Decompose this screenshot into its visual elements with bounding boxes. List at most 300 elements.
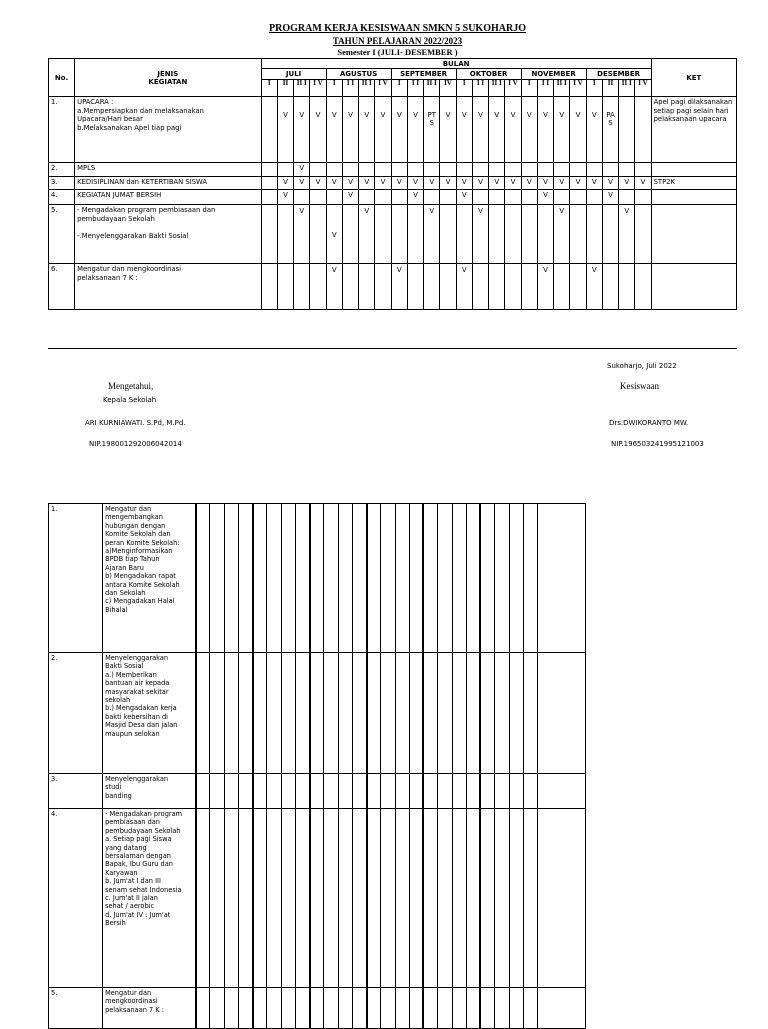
schedule-cell bbox=[253, 504, 267, 653]
schedule-mark-value: V bbox=[559, 207, 565, 215]
activity-line: Menyelenggarakan bbox=[105, 654, 169, 662]
activity-line: Bakti Sosial bbox=[105, 662, 144, 671]
schedule-mark-value bbox=[538, 207, 553, 231]
schedule-mark bbox=[570, 163, 586, 177]
schedule-cell bbox=[338, 809, 352, 988]
schedule-cell bbox=[253, 774, 267, 809]
schedule-mark-value bbox=[294, 215, 309, 239]
schedule-mark-value bbox=[278, 207, 293, 231]
schedule-cell bbox=[310, 988, 324, 1029]
schedule-mark bbox=[537, 190, 553, 205]
activity-line: c. Jum'at II jalan bbox=[105, 894, 158, 903]
schedule-cell bbox=[395, 504, 409, 653]
schedule-mark-value: V bbox=[559, 178, 565, 186]
schedule-cell bbox=[267, 504, 281, 653]
schedule-mark-value: V bbox=[543, 191, 548, 199]
schedule-cell bbox=[509, 774, 523, 809]
schedule-mark-value: V bbox=[559, 111, 565, 119]
week-header: I V bbox=[375, 80, 391, 97]
schedule-mark-value bbox=[508, 264, 517, 266]
schedule-cell bbox=[196, 774, 210, 809]
schedule-cell bbox=[537, 809, 585, 988]
schedule-mark-value bbox=[440, 207, 455, 231]
schedule-mark-value bbox=[525, 264, 534, 266]
schedule-mark bbox=[277, 190, 293, 205]
week-header: I V bbox=[310, 80, 326, 97]
schedule-mark bbox=[359, 205, 375, 264]
activity-cell bbox=[75, 97, 261, 163]
schedule-mark bbox=[472, 205, 488, 264]
schedule-mark bbox=[359, 163, 375, 177]
schedule-mark-value bbox=[297, 264, 306, 266]
activity-line: Karyawan bbox=[105, 868, 138, 877]
activity-line: Komite Sekolah dan bbox=[105, 530, 171, 539]
schedule-cell bbox=[281, 774, 295, 809]
schedule-cell bbox=[423, 809, 437, 988]
row-number: 5. bbox=[49, 205, 75, 264]
row-number: 6. bbox=[49, 264, 75, 310]
schedule-mark bbox=[537, 163, 553, 177]
schedule-cell bbox=[409, 809, 423, 988]
activity-line: yang datang bbox=[105, 843, 147, 852]
schedule-mark bbox=[586, 205, 602, 264]
schedule-mark-value bbox=[570, 207, 585, 231]
schedule-mark-value: V bbox=[283, 178, 288, 186]
activity-line: KEDISIPLINAN dan KETERTIBAN SISWA bbox=[77, 178, 208, 186]
schedule-cell bbox=[310, 774, 324, 809]
week-header: II I bbox=[619, 80, 635, 97]
schedule-cell bbox=[438, 504, 452, 653]
week-header: II I bbox=[424, 80, 440, 97]
schedule-mark-value: V bbox=[640, 178, 646, 186]
schedule-cell bbox=[466, 809, 480, 988]
activity-line bbox=[77, 223, 258, 232]
schedule-mark-value bbox=[265, 163, 274, 164]
schedule-cell bbox=[537, 653, 585, 774]
schedule-mark-value: V bbox=[478, 111, 483, 119]
activity-line: a. Setiap pagi Siswa bbox=[105, 835, 172, 844]
schedule-mark-value bbox=[395, 190, 404, 191]
schedule-mark-value: V bbox=[364, 111, 370, 119]
schedule-mark-value: V bbox=[608, 191, 613, 199]
schedule-mark bbox=[375, 97, 391, 163]
schedule-mark-value bbox=[638, 163, 647, 164]
schedule-mark-value bbox=[313, 264, 322, 266]
schedule-mark-value: V bbox=[526, 111, 532, 119]
activity-line: a.Mempersiapkan dan melaksanakan bbox=[77, 106, 204, 115]
program-table-continued bbox=[48, 503, 586, 1029]
schedule-mark-value bbox=[346, 163, 355, 164]
schedule-mark bbox=[391, 190, 407, 205]
schedule-cell bbox=[324, 504, 338, 653]
schedule-mark-value: V bbox=[299, 164, 305, 172]
activity-cell bbox=[103, 988, 196, 1029]
schedule-mark-value: V bbox=[494, 178, 500, 186]
schedule-cell bbox=[224, 988, 238, 1029]
schedule-mark bbox=[456, 97, 472, 163]
schedule-mark-value: V bbox=[299, 207, 305, 215]
section-divider bbox=[48, 348, 737, 349]
schedule-mark-value bbox=[265, 190, 274, 191]
schedule-cell bbox=[224, 809, 238, 988]
schedule-cell bbox=[480, 653, 494, 774]
schedule-mark-value bbox=[557, 264, 566, 266]
schedule-cell bbox=[310, 653, 324, 774]
schedule-cell bbox=[409, 653, 423, 774]
schedule-mark-value bbox=[557, 163, 566, 164]
schedule-mark bbox=[294, 205, 310, 264]
schedule-mark bbox=[342, 163, 358, 177]
schedule-mark-value: V bbox=[364, 178, 370, 186]
schedule-mark-value: V bbox=[429, 207, 435, 215]
activity-line: pelaksanaan 7 K : bbox=[77, 273, 138, 282]
schedule-mark bbox=[359, 190, 375, 205]
schedule-mark bbox=[407, 97, 423, 163]
document-title: PROGRAM KERJA KESISWAAN SMKN 5 SUKOHARJO bbox=[269, 23, 526, 34]
schedule-cell bbox=[196, 988, 210, 1029]
schedule-cell bbox=[509, 809, 523, 988]
activity-line: Mengatur dan bbox=[105, 989, 152, 997]
schedule-mark bbox=[342, 97, 358, 163]
schedule-mark bbox=[294, 264, 310, 310]
row-number: 1. bbox=[49, 97, 75, 163]
schedule-mark-value: V bbox=[348, 178, 353, 186]
schedule-mark bbox=[554, 205, 570, 264]
schedule-mark-value bbox=[313, 163, 322, 164]
table-row bbox=[49, 177, 737, 190]
schedule-mark-value bbox=[541, 163, 550, 164]
week-header: I V bbox=[570, 80, 586, 97]
schedule-cell bbox=[338, 774, 352, 809]
row-number: 2. bbox=[49, 163, 75, 177]
schedule-mark bbox=[375, 205, 391, 264]
schedule-cell bbox=[296, 809, 310, 988]
week-header: II bbox=[277, 80, 293, 97]
schedule-mark bbox=[391, 163, 407, 177]
schedule-mark bbox=[489, 205, 505, 264]
activity-cell bbox=[103, 809, 196, 988]
schedule-mark-value bbox=[573, 190, 582, 191]
schedule-mark bbox=[407, 205, 423, 264]
schedule-mark-value bbox=[492, 264, 501, 266]
schedule-cell bbox=[367, 809, 381, 988]
activity-line: sehat / aerobic bbox=[105, 902, 155, 911]
program-table bbox=[48, 58, 737, 310]
schedule-mark bbox=[375, 177, 391, 190]
activity-cell bbox=[103, 504, 196, 653]
schedule-mark-value bbox=[606, 163, 615, 164]
schedule-mark-value: V bbox=[283, 111, 288, 119]
schedule-mark-value bbox=[378, 190, 387, 191]
activity-line: Bapak, Ibu Guru dan bbox=[105, 860, 173, 869]
schedule-cell bbox=[338, 504, 352, 653]
schedule-mark bbox=[456, 205, 472, 264]
schedule-cell bbox=[438, 653, 452, 774]
schedule-mark bbox=[635, 205, 651, 264]
col-jenis-line1: JENIS bbox=[157, 69, 179, 78]
schedule-mark-value: V bbox=[624, 178, 630, 186]
schedule-mark bbox=[602, 177, 618, 190]
schedule-mark bbox=[489, 177, 505, 190]
row-number: 3. bbox=[49, 774, 103, 809]
schedule-mark-value: V bbox=[299, 111, 305, 119]
row-number: 2. bbox=[49, 653, 103, 774]
schedule-cell bbox=[452, 809, 466, 988]
schedule-cell bbox=[395, 988, 409, 1029]
activity-line: d. Jum'at IV : Jum'at bbox=[105, 910, 171, 919]
schedule-mark bbox=[261, 205, 277, 264]
schedule-cell bbox=[480, 988, 494, 1029]
schedule-mark bbox=[619, 264, 635, 310]
schedule-mark-value: V bbox=[348, 111, 353, 119]
schedule-mark bbox=[391, 264, 407, 310]
week-header: II I bbox=[359, 80, 375, 97]
schedule-mark-value bbox=[392, 207, 407, 231]
activity-line: sekolah bbox=[105, 696, 131, 705]
schedule-cell bbox=[353, 988, 367, 1029]
schedule-mark bbox=[391, 205, 407, 264]
schedule-mark-value bbox=[476, 190, 485, 191]
schedule-mark bbox=[554, 190, 570, 205]
activity-line: mengkoordinasi bbox=[105, 997, 158, 1006]
schedule-cell bbox=[239, 504, 253, 653]
schedule-cell bbox=[310, 809, 324, 988]
schedule-mark bbox=[440, 163, 456, 177]
schedule-cell bbox=[224, 504, 238, 653]
schedule-mark bbox=[472, 264, 488, 310]
table-row bbox=[49, 264, 737, 310]
schedule-mark-value: V bbox=[445, 111, 451, 119]
schedule-cell bbox=[523, 809, 537, 988]
schedule-cell bbox=[253, 809, 267, 988]
schedule-cell bbox=[423, 988, 437, 1029]
activity-line: bantuan air kepada bbox=[105, 679, 170, 688]
schedule-cell bbox=[537, 988, 585, 1029]
schedule-mark-value: V bbox=[348, 191, 353, 199]
activity-line: dan Sekolah bbox=[105, 589, 146, 598]
schedule-mark-value: V bbox=[575, 111, 581, 119]
schedule-mark-value bbox=[492, 163, 501, 164]
schedule-cell bbox=[466, 988, 480, 1029]
schedule-mark bbox=[407, 163, 423, 177]
schedule-cell bbox=[296, 653, 310, 774]
schedule-cell bbox=[495, 774, 509, 809]
schedule-cell bbox=[438, 809, 452, 988]
schedule-mark-value: V bbox=[478, 207, 483, 215]
schedule-mark-value: V bbox=[591, 266, 597, 274]
row-number: 1. bbox=[49, 504, 103, 653]
schedule-mark bbox=[440, 190, 456, 205]
schedule-mark bbox=[424, 163, 440, 177]
schedule-mark-value bbox=[313, 190, 322, 191]
schedule-mark-value bbox=[587, 207, 602, 231]
schedule-mark bbox=[261, 163, 277, 177]
acknowledged-label: Mengetahui, bbox=[108, 381, 154, 391]
schedule-cell bbox=[210, 809, 224, 988]
schedule-mark bbox=[586, 264, 602, 310]
schedule-mark-value: V bbox=[526, 178, 532, 186]
schedule-mark-value bbox=[622, 264, 631, 266]
schedule-mark bbox=[619, 190, 635, 205]
schedule-mark bbox=[456, 177, 472, 190]
activity-line bbox=[105, 928, 193, 936]
schedule-mark-value: V bbox=[380, 111, 386, 119]
schedule-cell bbox=[409, 774, 423, 809]
activity-cell bbox=[75, 177, 261, 190]
activity-line: KEGIATAN JUMAT BERSIH bbox=[77, 191, 162, 199]
schedule-cell bbox=[324, 774, 338, 809]
schedule-cell bbox=[210, 988, 224, 1029]
semester-label: Semester I (JULI- DESEMBER ) bbox=[337, 47, 458, 57]
activity-line: pembudayaan Sekolah bbox=[105, 826, 181, 835]
ket-cell: STP2K bbox=[651, 177, 736, 190]
week-header: I bbox=[456, 80, 472, 97]
activity-line: UPACARA : bbox=[77, 98, 114, 106]
schedule-cell bbox=[196, 653, 210, 774]
schedule-mark bbox=[359, 264, 375, 310]
schedule-mark-value bbox=[310, 207, 325, 231]
activity-line: pembudayaan Sekolah bbox=[77, 214, 155, 223]
schedule-mark-value: V bbox=[299, 178, 305, 186]
week-header: I bbox=[261, 80, 277, 97]
row-number: 4. bbox=[49, 190, 75, 205]
schedule-cell bbox=[196, 504, 210, 653]
schedule-cell bbox=[438, 988, 452, 1029]
activity-line: -.Menyelenggarakan Bakti Sosial bbox=[77, 231, 189, 240]
schedule-mark-value bbox=[408, 207, 423, 231]
schedule-cell bbox=[296, 774, 310, 809]
schedule-mark-value bbox=[473, 215, 488, 239]
schedule-cell bbox=[523, 774, 537, 809]
schedule-mark bbox=[586, 163, 602, 177]
activity-line: BPDB tiap Tahun bbox=[105, 555, 160, 564]
schedule-mark bbox=[537, 205, 553, 264]
schedule-mark bbox=[359, 177, 375, 190]
month-header: SEPTEMBER bbox=[391, 69, 456, 80]
schedule-mark-value: V bbox=[396, 266, 402, 274]
schedule-mark bbox=[277, 264, 293, 310]
schedule-mark bbox=[489, 190, 505, 205]
schedule-mark-value bbox=[281, 163, 290, 164]
activity-line: bakti kebersihan di bbox=[105, 712, 168, 721]
schedule-mark bbox=[537, 177, 553, 190]
schedule-cell bbox=[267, 774, 281, 809]
schedule-mark-value: V bbox=[331, 178, 337, 186]
schedule-mark bbox=[505, 205, 521, 264]
col-no-header: No. bbox=[49, 59, 75, 97]
schedule-mark bbox=[505, 163, 521, 177]
week-header: II bbox=[602, 80, 618, 97]
schedule-mark bbox=[472, 163, 488, 177]
activity-line: MPLS bbox=[77, 164, 96, 172]
schedule-mark bbox=[635, 97, 651, 163]
schedule-cell bbox=[395, 653, 409, 774]
schedule-mark-value: V bbox=[315, 111, 321, 119]
activity-line: b) Mengadakan rapat bbox=[105, 572, 176, 581]
activity-line: b.Melaksanakan Apel tiap pagi bbox=[77, 123, 182, 132]
schedule-cell bbox=[466, 504, 480, 653]
schedule-mark bbox=[391, 177, 407, 190]
schedule-cell bbox=[537, 504, 585, 653]
schedule-mark bbox=[310, 97, 326, 163]
activity-line: - Mengadakan program bbox=[105, 810, 183, 818]
schedule-cell bbox=[353, 774, 367, 809]
schedule-cell bbox=[466, 653, 480, 774]
schedule-mark-value bbox=[476, 264, 485, 266]
schedule-mark-value: V bbox=[543, 178, 548, 186]
activity-line: hubungan dengan bbox=[105, 521, 166, 530]
schedule-mark-value bbox=[378, 163, 387, 164]
col-jenis-line2: KEGIATAN bbox=[148, 77, 188, 86]
schedule-mark bbox=[440, 177, 456, 190]
ket-cell bbox=[651, 264, 736, 310]
col-bulan-header: BULAN bbox=[261, 59, 651, 69]
week-header: I I bbox=[342, 80, 358, 97]
week-header: I V bbox=[635, 80, 651, 97]
schedule-cell bbox=[310, 504, 324, 653]
schedule-cell bbox=[409, 988, 423, 1029]
schedule-cell bbox=[452, 504, 466, 653]
schedule-mark-value: V bbox=[315, 178, 321, 186]
table-row bbox=[49, 190, 737, 205]
schedule-mark bbox=[521, 205, 537, 264]
schedule-cell bbox=[381, 504, 395, 653]
schedule-mark-value bbox=[557, 190, 566, 191]
schedule-mark-value: V bbox=[364, 207, 370, 215]
schedule-mark-value bbox=[508, 163, 517, 164]
schedule-mark-value: V bbox=[380, 178, 386, 186]
schedule-mark bbox=[407, 177, 423, 190]
schedule-mark-value bbox=[411, 163, 420, 164]
schedule-mark bbox=[424, 264, 440, 310]
principal-name: ARI KURNIAWATI. S.Pd, M.Pd. bbox=[85, 419, 186, 427]
schedule-cell bbox=[224, 774, 238, 809]
schedule-mark-value: V bbox=[396, 178, 402, 186]
schedule-mark bbox=[326, 264, 342, 310]
ket-cell: Apel pagi dilaksanakan setiap pagi selain hari pelaksanaan upacara bbox=[651, 97, 736, 163]
schedule-cell bbox=[324, 809, 338, 988]
schedule-mark bbox=[472, 97, 488, 163]
schedule-mark-value bbox=[262, 207, 277, 231]
schedule-mark bbox=[440, 97, 456, 163]
schedule-cell bbox=[210, 653, 224, 774]
schedule-mark-value: V bbox=[543, 266, 548, 274]
activity-line: Menyelenggarakan bbox=[105, 775, 169, 783]
schedule-cell bbox=[224, 653, 238, 774]
week-header: II I bbox=[489, 80, 505, 97]
schedule-mark-value: PT S bbox=[427, 111, 436, 127]
month-header: OKTOBER bbox=[456, 69, 521, 80]
schedule-cell bbox=[495, 809, 509, 988]
principal-title: Kepala Sekolah bbox=[103, 396, 157, 404]
schedule-mark-value bbox=[590, 190, 599, 191]
schedule-mark-value bbox=[606, 264, 615, 266]
schedule-mark-value bbox=[297, 190, 306, 191]
schedule-mark-value bbox=[622, 190, 631, 191]
schedule-mark-value bbox=[638, 97, 647, 111]
row-number: 3. bbox=[49, 177, 75, 190]
place-date: Sukoharjo, Juli 2022 bbox=[607, 362, 677, 370]
schedule-mark-value bbox=[378, 264, 387, 266]
schedule-mark bbox=[294, 190, 310, 205]
schedule-mark-value: V bbox=[429, 178, 435, 186]
principal-nip: NIP.198001292006042014 bbox=[89, 440, 182, 448]
schedule-mark bbox=[602, 264, 618, 310]
schedule-cell bbox=[381, 653, 395, 774]
schedule-mark bbox=[505, 264, 521, 310]
schedule-cell bbox=[353, 653, 367, 774]
activity-line: a.) Memberikan bbox=[105, 670, 157, 679]
